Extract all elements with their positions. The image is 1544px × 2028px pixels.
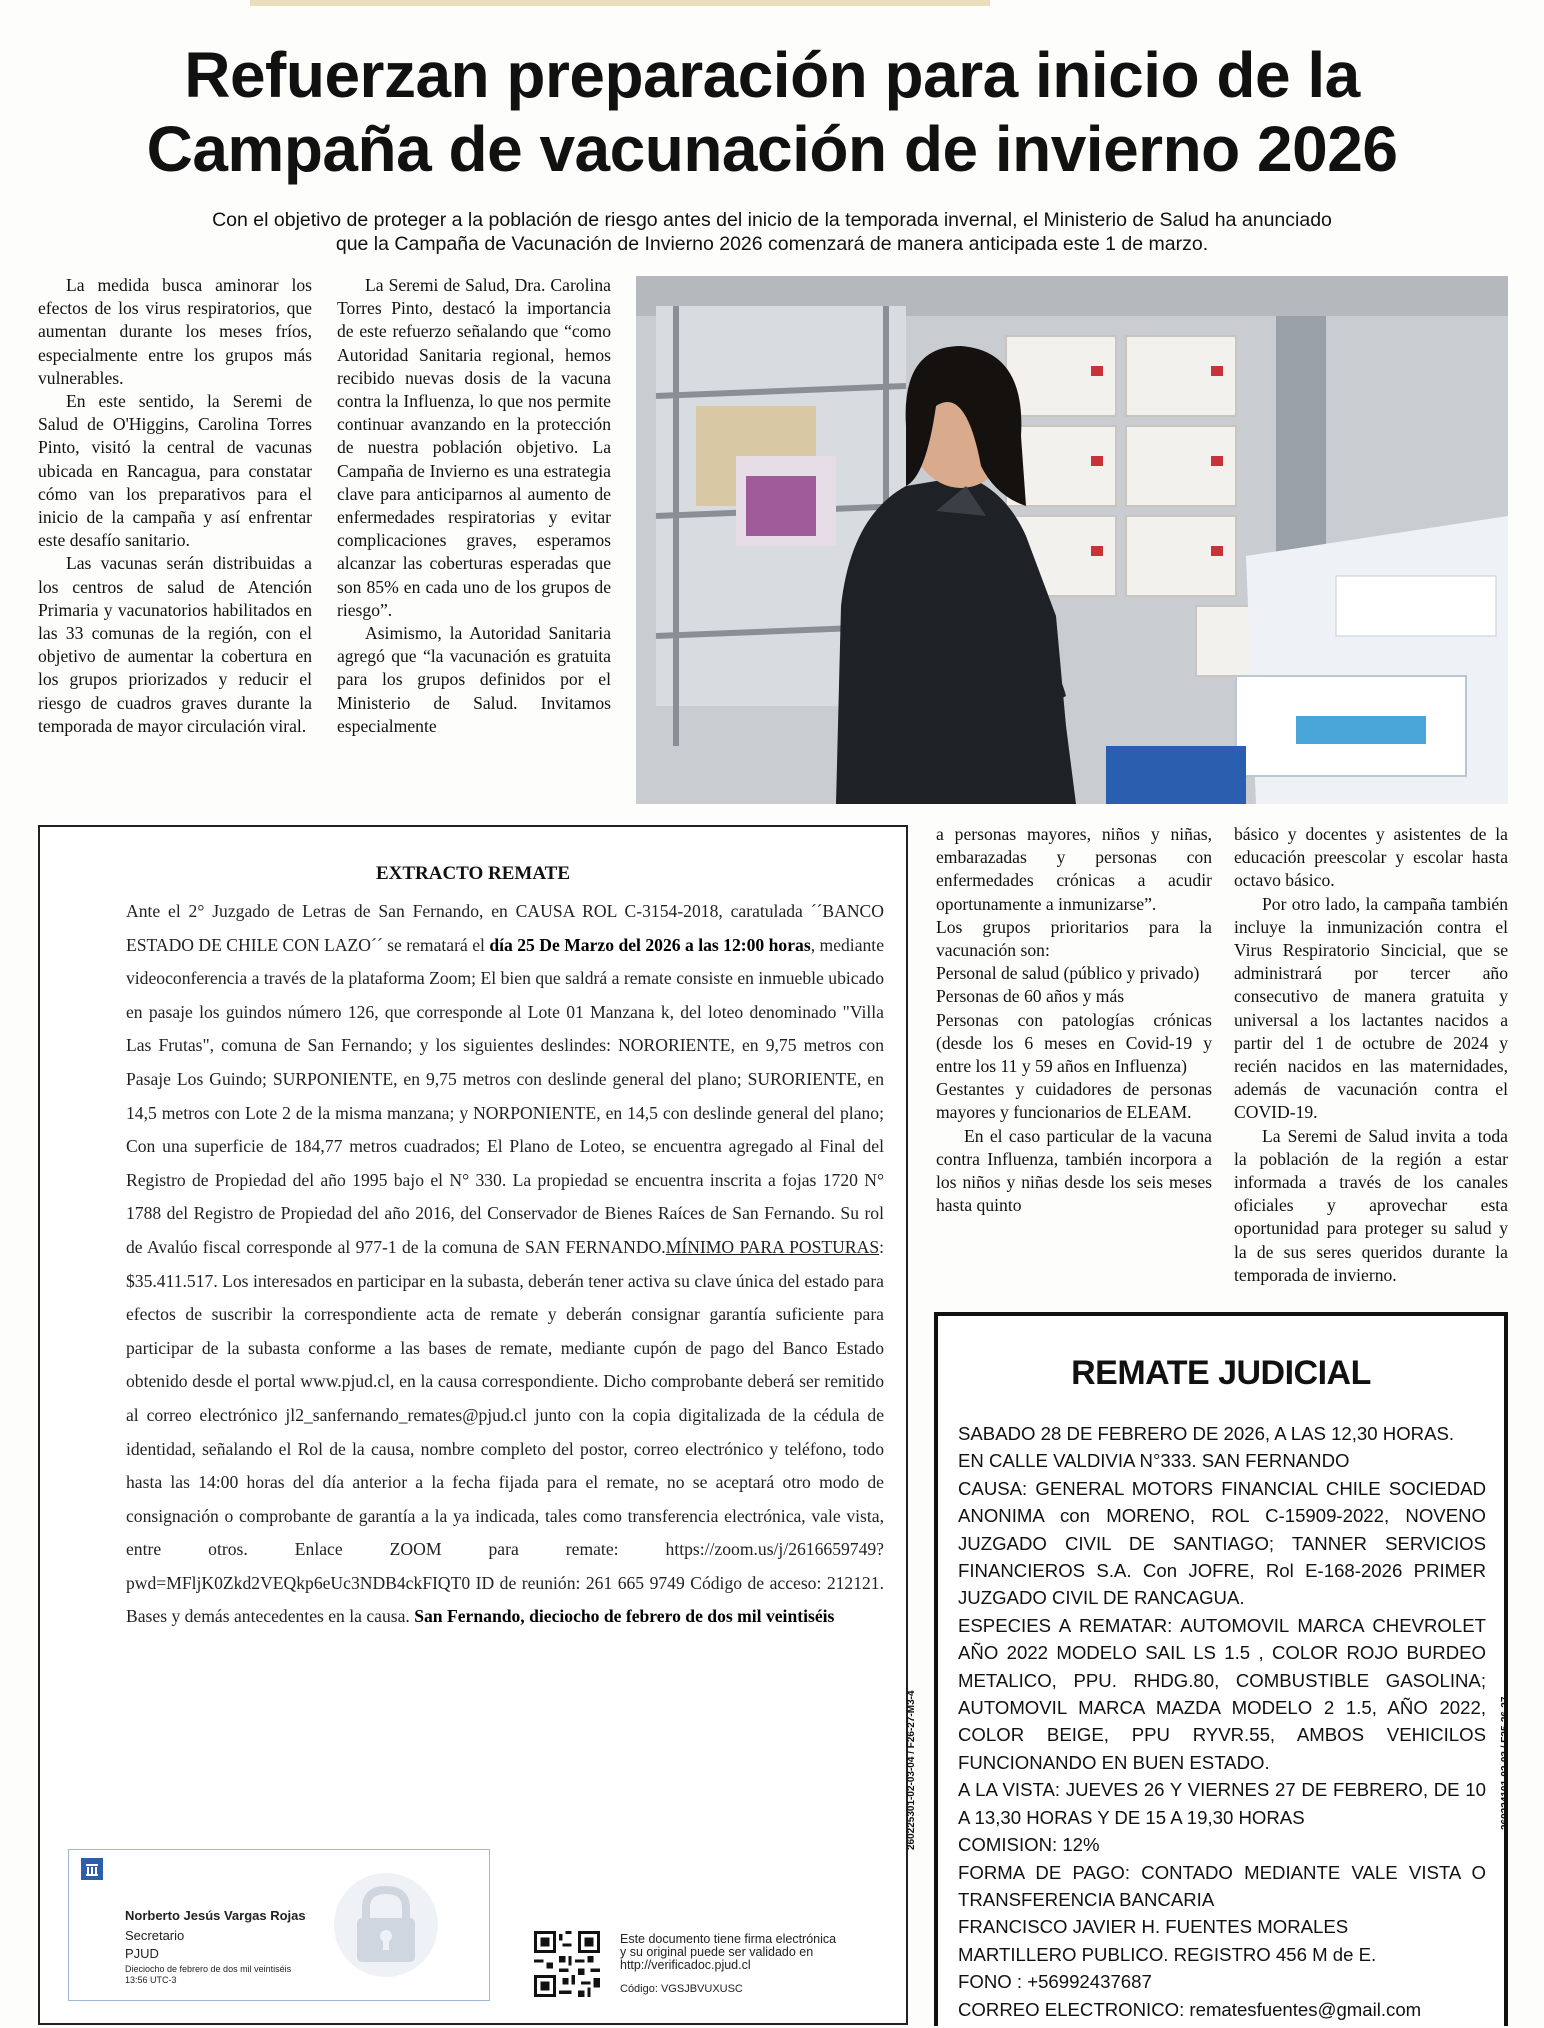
remate-line: EN CALLE VALDIVIA N°333. SAN FERNANDO	[958, 1450, 1350, 1472]
remate-line: A LA VISTA: JUEVES 26 Y VIERNES 27 DE FEBRERO, DE 10 A 13,30 HORAS Y DE 15 A 19,30 HORAS	[958, 1779, 1486, 1828]
signer-role: Secretario	[125, 1928, 185, 1943]
remate-line: ESPECIES A REMATAR: AUTOMOVIL MARCA CHEVROLET AÑO 2022 MODELO SAIL LS 1.5 , COLOR ROJO BURDEO METALICO, PPU. RHDG.80, COMBUSTIBLE GASOLINA; AUTOMOVIL MARCA MAZDA MODELO 2 1.5, AÑO 2022, COLOR BEIGE, PPU RYVR.55, AMBOS VEHICILOS FUNCIONANDO EN BUEN ESTADO.	[958, 1614, 1486, 1773]
article-column-2	[337, 274, 611, 738]
priority-group-item: Personas con patologías crónicas (desde los 6 meses en Covid-19 y entre los 11 y 59 años en Influenza)	[936, 1009, 1212, 1077]
article-paragraph: La medida busca aminorar los efectos de los virus respiratorios, que aumentan durante los meses fríos, especialmente entre los grupos más vulnerables.	[38, 275, 312, 388]
signer-org: PJUD	[125, 1946, 159, 1961]
top-decoration-bar	[250, 0, 990, 6]
priority-group-item: Personal de salud (público y privado)	[936, 963, 1200, 984]
remate-line: MARTILLERO PUBLICO. REGISTRO 456 M de E.	[958, 1943, 1377, 1965]
signature-time: 13:56 UTC-3	[125, 1975, 177, 1985]
article-line: Los grupos prioritarios para la vacunación son:	[936, 916, 1212, 961]
remate-body	[958, 1420, 1486, 2023]
photo-illustration	[636, 276, 1508, 804]
warehouse-vaccine-photo	[636, 276, 1508, 804]
electronic-signature-box	[68, 1849, 490, 2001]
signer-name: Norberto Jesús Vargas Rojas	[125, 1908, 306, 1923]
verify-line-1: Este documento tiene firma electrónica	[620, 1932, 837, 1946]
article-column-1	[38, 274, 312, 738]
signature-date: Dieciocho de febrero de dos mil veintiséis	[125, 1964, 292, 1974]
extracto-text: Ante el 2° Juzgado de Letras de San Fernando, en CAUSA ROL C-3154-2018, caratulada ´´BANCO ESTADO DE CHILE CON LAZO´´ se rematará el	[126, 901, 884, 955]
verify-line-2: y su original puede ser validado en	[620, 1945, 814, 1959]
remate-title: REMATE JUDICIAL	[1071, 1354, 1371, 1392]
minimum-bid-label: MÍNIMO PARA POSTURAS	[665, 1236, 880, 1257]
article-lede	[90, 208, 1454, 256]
extracto-text: : $35.411.517. Los interesados en participar en la subasta, deberán tener activa su clave única del estado para efectos de suscribir la correspondiente acta de remate y deberán consignar garantía suficiente para participar de la subasta conforme a las bases de remate, mediante cupón de pago del Banco Estado obtenido desde el portal www.pjud.cl, en la causa correspondiente. Dicho comprobante deberá ser remitido al correo electrónico jl2_sanfernando_remates@pjud.cl junto con la copia digitalizada de la cédula de identidad, señalando el Rol de la causa, nombre completo del postor, correo electrónico y teléfono, todo hasta las 14:00 horas del día anterior a la fecha fijada para el remate, no se aceptará otro modo de consignación o comprobante de garantía a la ya indicada, tales como transferencia electrónica, vale vista, entre otros. Enlace ZOOM para remate: https://zoom.us/j/2616659749?pwd=MFljK0Zkd2VEQkp6eUc3NDB4ckFIQT0 ID de reunión: 261 665 9749 Código de acceso: 212121. Bases y demás antecedentes en la causa.	[126, 1236, 884, 1627]
verify-url: http://verificadoc.pjud.cl	[620, 1958, 751, 1972]
pjud-seal-icon	[81, 1858, 103, 1880]
priority-group-item: Gestantes y cuidadores de personas mayores y funcionarios de ELEAM.	[936, 1079, 1212, 1123]
extracto-place-date: San Fernando, dieciocho de febrero de dos mil veintiséis	[409, 1606, 835, 1627]
remate-side-code: 260224101-02-03 / F25-26-27	[1500, 1696, 1511, 1830]
priority-group-item: Personas de 60 años y más	[936, 986, 1125, 1007]
lede-line-1: Con el objetivo de proteger a la población de riesgo antes del inicio de la temporada invernal, el Ministerio de Salud ha anunciado	[212, 209, 1332, 231]
article-line: básico y docentes y asistentes de la educación preescolar y escolar hasta octavo básico.	[1234, 824, 1508, 891]
auction-date: día 25 De Marzo del 2026 a las 12:00 horas	[489, 934, 811, 955]
extracto-side-code: 260225301-02-03-04 / F26-27-M3-4	[906, 1690, 917, 1850]
remate-judicial-ad	[934, 1312, 1508, 2026]
remate-line: CAUSA: GENERAL MOTORS FINANCIAL CHILE SOCIEDAD ANONIMA con MORENO, ROL C-15909-2022, NOVENO JUZGADO CIVIL DE SANTIAGO; TANNER SERVICIOS FINANCIEROS S.A. Con JOFRE, Rol E-168-2026 PRIMER JUZGADO CIVIL DE RANCAGUA.	[958, 1477, 1486, 1609]
qr-code-icon	[534, 1931, 600, 1997]
article-paragraph: Asimismo, la Autoridad Sanitaria agregó que “la vacunación es gratuita para los grupos definidos por el Ministerio de Salud. Invitamos especialmente	[337, 623, 611, 736]
article-column-4	[1234, 823, 1508, 1287]
headline-line-2: Campaña de vacunación de invierno 2026	[146, 113, 1398, 185]
remate-line: FONO : +56992437687	[958, 1971, 1152, 1993]
extracto-text: , mediante videoconferencia a través de la plataforma Zoom; El bien que saldrá a remate consiste en inmueble ubicado en pasaje los guindos número 126, que corresponde al Lote 01 Manzana k, del loteo denominado "Villa Las Frutas", comuna de San Fernando; y los siguientes deslindes: NORORIENTE, en 9,75 metros con Pasaje Los Guindo; SURPONIENTE, en 9,75 metros con deslinde general del plano; SURORIENTE, en 14,5 metros con Lote 2 de la misma manzana; y NORPONIENTE, en 14,5 con deslinde general del plano; Con una superficie de 184,77 metros cuadrados; El Plano de Loteo, se encuentra agregado al Final del Registro de Propiedad del año 1995 bajo el N° 330. La propiedad se encuentra inscrita a fojas 1720 N° 1788 del Registro de Propiedad del año 2016, del Conservador de Bienes Raíces de San Fernando. Su rol de Avalúo fiscal corresponde al 977-1 de la comuna de SAN FERNANDO.	[126, 934, 884, 1257]
verify-code: Código: VGSJBVUXUSC	[620, 1983, 743, 1995]
article-paragraph: La Seremi de Salud invita a toda la población de la región a estar informada a través de los canales oficiales y aprovechar esta oportunidad para proteger su salud y la de sus seres queridos durante la temporada de invierno.	[1234, 1125, 1508, 1285]
article-headline	[20, 38, 1524, 186]
article-paragraph: Las vacunas serán distribuidas a los centros de salud de Atención Primaria y vacunatorios habilitados en las 33 comunas de la región, con el objetivo de aumentar la cobertura en los grupos priorizados y reducir el riesgo de cuadros graves durante la temporada de mayor circulación viral.	[38, 553, 312, 736]
article-paragraph: En el caso particular de la vacuna contra Influenza, también incorpora a los niños y niñas desde los seis meses hasta quinto	[936, 1125, 1212, 1216]
remate-line: COMISION: 12%	[958, 1834, 1100, 1856]
lede-line-2: que la Campaña de Vacunación de Invierno 2026 comenzará de manera anticipada este 1 de marzo.	[335, 233, 1209, 255]
article-paragraph: En este sentido, la Seremi de Salud de O'Higgins, Carolina Torres Pinto, visitó la central de vacunas ubicada en Rancagua, para constatar cómo van los preparativos para el inicio de la campaña y así enfrentar este desafío sanitario.	[38, 391, 312, 551]
article-line: a personas mayores, niños y niñas, embarazadas y personas con enfermedades crónicas a acudir oportunamente a inmunizarse”.	[936, 824, 1212, 914]
remate-line: FORMA DE PAGO: CONTADO MEDIANTE VALE VISTA O TRANSFERENCIA BANCARIA	[958, 1861, 1486, 1910]
headline-line-1: Refuerzan preparación para inicio de la	[184, 39, 1360, 111]
extracto-title: EXTRACTO REMATE	[375, 863, 571, 884]
remate-line: FRANCISCO JAVIER H. FUENTES MORALES	[958, 1916, 1349, 1938]
remate-line: SABADO 28 DE FEBRERO DE 2026, A LAS 12,30 HORAS.	[958, 1423, 1455, 1444]
article-column-3	[936, 823, 1212, 1217]
remate-line: CORREO ELECTRONICO: rematesfuentes@gmail.com	[958, 1998, 1422, 2020]
lock-icon	[331, 1870, 441, 1980]
article-paragraph: Por otro lado, la campaña también incluye la inmunización contra el Virus Respiratorio Sincicial, que se administrará por tercer año consecutivo de manera gratuita y universal a los lactantes nacidos a partir del 1 de octubre de 2024 y recién nacidos en las maternidades, además de vacunación contra el COVID-19.	[1234, 893, 1508, 1123]
extracto-remate-ad	[38, 825, 908, 2025]
extracto-body	[126, 895, 884, 1634]
article-paragraph: La Seremi de Salud, Dra. Carolina Torres Pinto, destacó la importancia de este refuerzo señalando que “como Autoridad Sanitaria regional, hemos recibido nuevas dosis de la vacuna contra la Influenza, lo que nos permite continuar avanzando en la protección de nuestra población objetivo. La Campaña de Invierno es una estrategia clave para anticiparnos al aumento de enfermedades respiratorias y evitar complicaciones graves, esperamos alcanzar las coberturas esperadas que son 85% en cada uno de los grupos de riesgo”.	[337, 275, 611, 620]
